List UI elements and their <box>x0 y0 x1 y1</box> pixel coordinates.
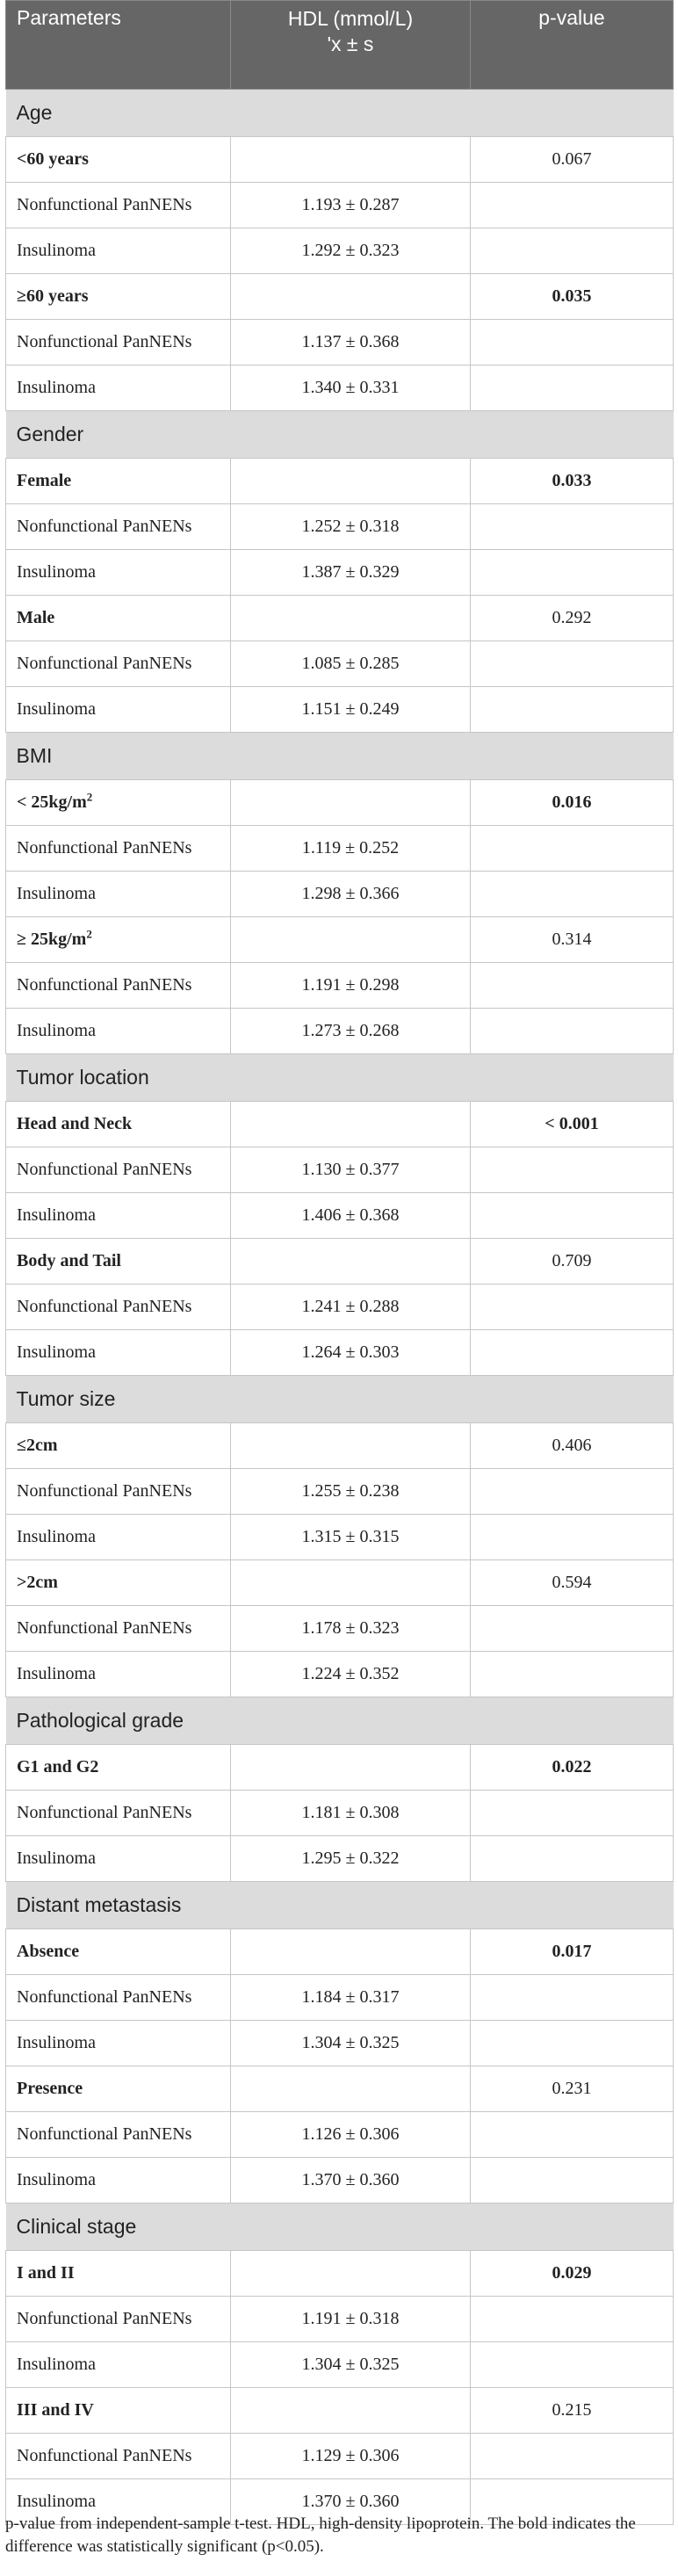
section-row <box>6 1376 674 1423</box>
group-label-cell <box>6 2388 231 2434</box>
p-value: 0.709 <box>471 1239 674 1284</box>
row-pvalue-empty <box>471 1147 674 1193</box>
row-label: Insulinoma <box>6 687 231 733</box>
section-title: BMI <box>6 733 674 780</box>
header-hdl <box>231 1 471 90</box>
table-row <box>6 365 674 411</box>
group-label-superscript: 2 <box>86 927 92 941</box>
table-row <box>6 1469 674 1515</box>
row-value: 1.184 ± 0.317 <box>231 1975 471 2021</box>
p-value: 0.314 <box>471 917 674 963</box>
row-value: 1.370 ± 0.360 <box>231 2158 471 2203</box>
section-row <box>6 411 674 459</box>
table-row <box>6 1193 674 1239</box>
row-value: 1.119 ± 0.252 <box>231 826 471 872</box>
p-value: 0.594 <box>471 1560 674 1606</box>
row-pvalue-empty <box>471 1515 674 1560</box>
group-label: < 25kg/m <box>17 792 87 812</box>
section-row <box>6 733 674 780</box>
section-title: Gender <box>6 411 674 459</box>
group-value-cell <box>231 2251 471 2297</box>
p-value: 0.017 <box>471 1929 674 1975</box>
row-label: Insulinoma <box>6 2342 231 2388</box>
group-label: Presence <box>17 2079 83 2098</box>
group-row <box>6 274 674 320</box>
group-label: I and II <box>17 2263 75 2283</box>
p-value: < 0.001 <box>471 1102 674 1147</box>
section-row <box>6 1697 674 1745</box>
row-value: 1.295 ± 0.322 <box>231 1836 471 1882</box>
row-label: Insulinoma <box>6 2021 231 2066</box>
group-row <box>6 2251 674 2297</box>
group-value-cell <box>231 1423 471 1469</box>
row-label: Insulinoma <box>6 872 231 917</box>
row-value: 1.178 ± 0.323 <box>231 1606 471 1652</box>
group-label: ≥ 25kg/m <box>17 930 87 949</box>
table-row <box>6 1791 674 1836</box>
table-row <box>6 1147 674 1193</box>
p-value: 0.067 <box>471 137 674 183</box>
p-value: 0.016 <box>471 780 674 826</box>
row-pvalue-empty <box>471 2112 674 2158</box>
table-row <box>6 1652 674 1697</box>
row-pvalue-empty <box>471 228 674 274</box>
row-value: 1.273 ± 0.268 <box>231 1009 471 1054</box>
row-pvalue-empty <box>471 687 674 733</box>
table-row <box>6 687 674 733</box>
group-label-cell <box>6 1423 231 1469</box>
row-pvalue-empty <box>471 550 674 596</box>
row-pvalue-empty <box>471 504 674 550</box>
table-row <box>6 183 674 228</box>
section-title: Distant metastasis <box>6 1882 674 1929</box>
p-value: 0.406 <box>471 1423 674 1469</box>
row-label: Nonfunctional PanNENs <box>6 2112 231 2158</box>
group-label-cell <box>6 274 231 320</box>
header-pvalue: p-value <box>471 1 674 90</box>
row-pvalue-empty <box>471 1791 674 1836</box>
group-label: III and IV <box>17 2400 94 2420</box>
hdl-table <box>5 0 674 2525</box>
section-row <box>6 2203 674 2251</box>
group-row <box>6 2388 674 2434</box>
group-value-cell <box>231 1239 471 1284</box>
row-label: Nonfunctional PanNENs <box>6 1975 231 2021</box>
header-hdl-unit: HDL (mmol/L) <box>287 7 414 30</box>
row-label: Nonfunctional PanNENs <box>6 1791 231 1836</box>
table-row <box>6 2297 674 2342</box>
row-pvalue-empty <box>471 1975 674 2021</box>
section-title: Tumor location <box>6 1054 674 1102</box>
row-pvalue-empty <box>471 1284 674 1330</box>
row-value: 1.315 ± 0.315 <box>231 1515 471 1560</box>
table-row <box>6 550 674 596</box>
row-pvalue-empty <box>471 1606 674 1652</box>
group-row <box>6 2066 674 2112</box>
group-label-cell <box>6 2251 231 2297</box>
row-pvalue-empty <box>471 2021 674 2066</box>
section-title: Clinical stage <box>6 2203 674 2251</box>
group-value-cell <box>231 459 471 504</box>
table-row <box>6 1330 674 1376</box>
table-row <box>6 2434 674 2479</box>
group-value-cell <box>231 2388 471 2434</box>
row-label: Nonfunctional PanNENs <box>6 2434 231 2479</box>
table-header-row <box>6 1 674 90</box>
group-label: <60 years <box>17 149 89 169</box>
row-value: 1.126 ± 0.306 <box>231 2112 471 2158</box>
group-row <box>6 596 674 641</box>
row-label: Nonfunctional PanNENs <box>6 504 231 550</box>
group-value-cell <box>231 1102 471 1147</box>
row-pvalue-empty <box>471 2342 674 2388</box>
row-pvalue-empty <box>471 1652 674 1697</box>
row-label: Nonfunctional PanNENs <box>6 1147 231 1193</box>
group-label-cell <box>6 1929 231 1975</box>
row-value: 1.304 ± 0.325 <box>231 2342 471 2388</box>
row-pvalue-empty <box>471 826 674 872</box>
p-value: 0.215 <box>471 2388 674 2434</box>
table-row <box>6 641 674 687</box>
table-row <box>6 228 674 274</box>
row-label: Insulinoma <box>6 365 231 411</box>
row-pvalue-empty <box>471 1330 674 1376</box>
row-pvalue-empty <box>471 1836 674 1882</box>
table-row <box>6 1284 674 1330</box>
row-pvalue-empty <box>471 1469 674 1515</box>
row-label: Nonfunctional PanNENs <box>6 1469 231 1515</box>
row-label: Nonfunctional PanNENs <box>6 2297 231 2342</box>
group-row <box>6 1102 674 1147</box>
group-row <box>6 459 674 504</box>
group-value-cell <box>231 274 471 320</box>
group-row <box>6 137 674 183</box>
row-pvalue-empty <box>471 2158 674 2203</box>
row-value: 1.130 ± 0.377 <box>231 1147 471 1193</box>
group-label-cell <box>6 780 231 826</box>
p-value: 0.022 <box>471 1745 674 1791</box>
row-value: 1.191 ± 0.298 <box>231 963 471 1009</box>
table-row <box>6 2112 674 2158</box>
row-value: 1.224 ± 0.352 <box>231 1652 471 1697</box>
p-value: 0.035 <box>471 274 674 320</box>
row-label: Insulinoma <box>6 1009 231 1054</box>
section-row <box>6 1882 674 1929</box>
group-label: Absence <box>17 1942 80 1961</box>
group-label-cell <box>6 596 231 641</box>
row-pvalue-empty <box>471 2434 674 2479</box>
row-pvalue-empty <box>471 183 674 228</box>
group-label: Head and Neck <box>17 1114 133 1133</box>
group-label: Female <box>17 471 72 490</box>
group-label-cell <box>6 1560 231 1606</box>
table-row <box>6 1975 674 2021</box>
row-label: Nonfunctional PanNENs <box>6 320 231 365</box>
row-pvalue-empty <box>471 1193 674 1239</box>
group-label-cell <box>6 2066 231 2112</box>
table-body <box>6 90 674 2525</box>
row-value: 1.137 ± 0.368 <box>231 320 471 365</box>
row-label: Nonfunctional PanNENs <box>6 1606 231 1652</box>
row-label: Nonfunctional PanNENs <box>6 826 231 872</box>
row-value: 1.340 ± 0.331 <box>231 365 471 411</box>
group-label: G1 and G2 <box>17 1757 99 1776</box>
row-value: 1.241 ± 0.288 <box>231 1284 471 1330</box>
table-row <box>6 963 674 1009</box>
row-value: 1.181 ± 0.308 <box>231 1791 471 1836</box>
table-footnote: p-value from independent-sample t-test. HDL, high-density lipoprotein. The bold indicates the difference was statistically significant (p<0.05). <box>5 2514 636 2556</box>
row-label: Insulinoma <box>6 2479 231 2525</box>
row-value: 1.129 ± 0.306 <box>231 2434 471 2479</box>
group-row <box>6 917 674 963</box>
group-value-cell <box>231 1929 471 1975</box>
p-value: 0.292 <box>471 596 674 641</box>
group-value-cell <box>231 2066 471 2112</box>
row-label: Insulinoma <box>6 1515 231 1560</box>
header-parameters: Parameters <box>6 1 231 90</box>
group-label: ≥60 years <box>17 286 89 306</box>
row-label: Insulinoma <box>6 228 231 274</box>
group-label-cell <box>6 459 231 504</box>
table-row <box>6 826 674 872</box>
row-value: 1.255 ± 0.238 <box>231 1469 471 1515</box>
p-value: 0.029 <box>471 2251 674 2297</box>
header-hdl-stat: 'x ± s <box>327 33 374 55</box>
row-label: Insulinoma <box>6 1652 231 1697</box>
group-label: >2cm <box>17 1573 58 1592</box>
row-value: 1.252 ± 0.318 <box>231 504 471 550</box>
group-label-cell <box>6 917 231 963</box>
row-value: 1.370 ± 0.360 <box>231 2479 471 2525</box>
row-label: Nonfunctional PanNENs <box>6 1284 231 1330</box>
row-value: 1.304 ± 0.325 <box>231 2021 471 2066</box>
row-label: Insulinoma <box>6 1330 231 1376</box>
group-row <box>6 780 674 826</box>
table-row <box>6 504 674 550</box>
table-row <box>6 872 674 917</box>
row-value: 1.085 ± 0.285 <box>231 641 471 687</box>
table-row <box>6 1836 674 1882</box>
group-value-cell <box>231 917 471 963</box>
group-value-cell <box>231 1745 471 1791</box>
group-row <box>6 1745 674 1791</box>
group-label-cell <box>6 1239 231 1284</box>
row-value: 1.292 ± 0.323 <box>231 228 471 274</box>
group-label: Male <box>17 608 55 627</box>
group-value-cell <box>231 137 471 183</box>
section-row <box>6 1054 674 1102</box>
group-label-cell <box>6 1102 231 1147</box>
table-row <box>6 2021 674 2066</box>
row-label: Insulinoma <box>6 2158 231 2203</box>
group-value-cell <box>231 780 471 826</box>
table-row <box>6 2158 674 2203</box>
table-row <box>6 1009 674 1054</box>
p-value: 0.231 <box>471 2066 674 2112</box>
table-row <box>6 2342 674 2388</box>
section-title: Pathological grade <box>6 1697 674 1745</box>
row-label: Nonfunctional PanNENs <box>6 183 231 228</box>
group-row <box>6 1423 674 1469</box>
group-label-cell <box>6 137 231 183</box>
row-value: 1.387 ± 0.329 <box>231 550 471 596</box>
row-value: 1.264 ± 0.303 <box>231 1330 471 1376</box>
group-row <box>6 1929 674 1975</box>
row-pvalue-empty <box>471 963 674 1009</box>
row-label: Nonfunctional PanNENs <box>6 641 231 687</box>
row-pvalue-empty <box>471 2297 674 2342</box>
row-label: Insulinoma <box>6 1836 231 1882</box>
row-value: 1.298 ± 0.366 <box>231 872 471 917</box>
table-row <box>6 1606 674 1652</box>
row-value: 1.193 ± 0.287 <box>231 183 471 228</box>
section-row <box>6 90 674 137</box>
group-row <box>6 1560 674 1606</box>
section-title: Age <box>6 90 674 137</box>
group-label-superscript: 2 <box>86 790 93 804</box>
group-label-cell <box>6 1745 231 1791</box>
group-row <box>6 1239 674 1284</box>
row-pvalue-empty <box>471 320 674 365</box>
row-value: 1.191 ± 0.318 <box>231 2297 471 2342</box>
row-label: Insulinoma <box>6 550 231 596</box>
group-label: ≤2cm <box>17 1436 58 1455</box>
section-title: Tumor size <box>6 1376 674 1423</box>
p-value: 0.033 <box>471 459 674 504</box>
group-value-cell <box>231 1560 471 1606</box>
row-pvalue-empty <box>471 872 674 917</box>
row-value: 1.151 ± 0.249 <box>231 687 471 733</box>
group-label: Body and Tail <box>17 1251 121 1270</box>
row-pvalue-empty <box>471 641 674 687</box>
table-row <box>6 1515 674 1560</box>
row-label: Insulinoma <box>6 1193 231 1239</box>
row-value: 1.406 ± 0.368 <box>231 1193 471 1239</box>
table-row <box>6 320 674 365</box>
row-pvalue-empty <box>471 1009 674 1054</box>
row-pvalue-empty <box>471 365 674 411</box>
group-value-cell <box>231 596 471 641</box>
row-label: Nonfunctional PanNENs <box>6 963 231 1009</box>
